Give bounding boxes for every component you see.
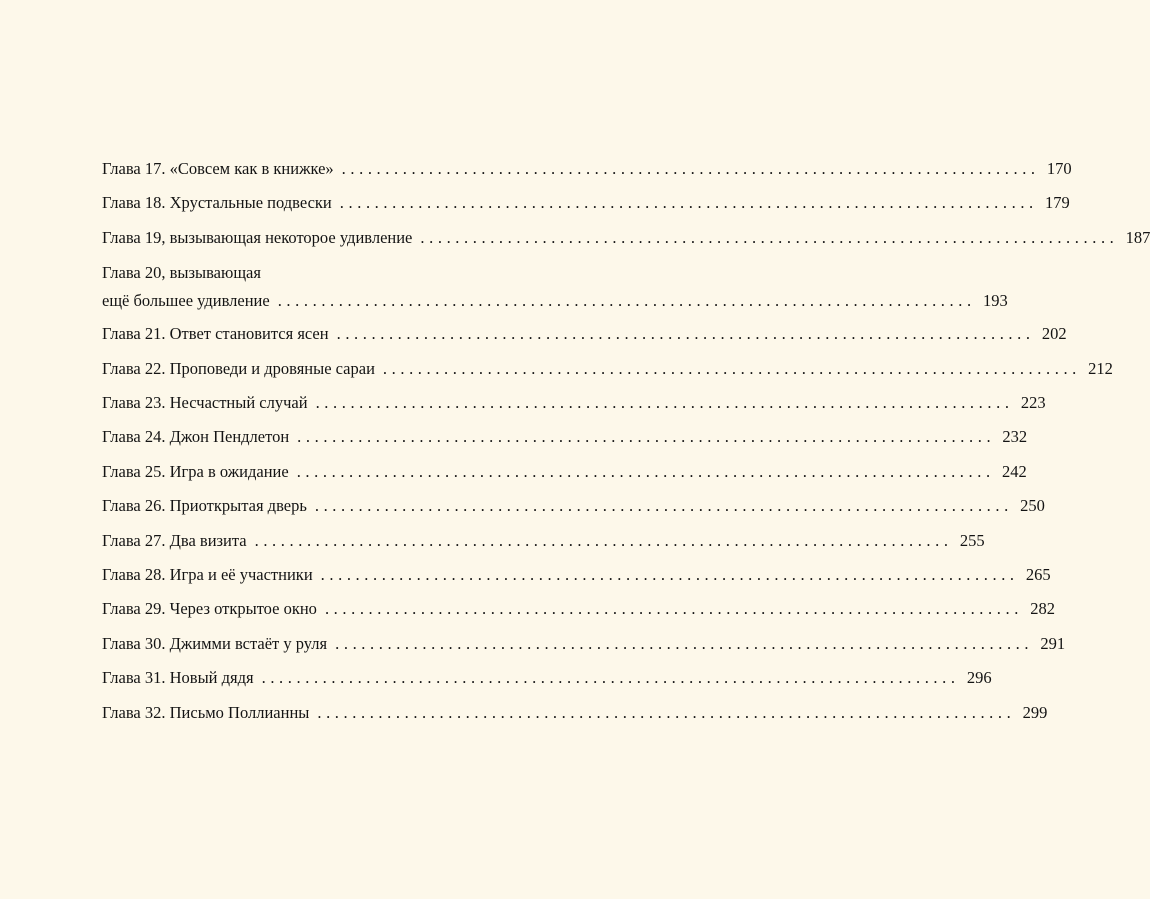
- page-number: 282: [1030, 599, 1055, 619]
- dot-leader: ................................................................................: [297, 427, 996, 447]
- chapter-title: Глава 28. Игра и её участники: [102, 565, 313, 585]
- toc-entry: [102, 627, 1066, 661]
- dot-leader: ................................................................................: [324, 599, 1023, 619]
- page-number: 250: [1020, 496, 1045, 516]
- chapter-title: Глава 19, вызывающая некоторое удивление: [102, 227, 413, 247]
- chapter-title: Глава 29. Через открытое окно: [102, 599, 317, 619]
- chapter-title: Глава 21. Ответ становится ясен: [102, 324, 329, 344]
- page-number: 255: [959, 530, 985, 550]
- toc-entry: [102, 558, 1051, 592]
- dot-leader: ................................................................................: [315, 393, 1014, 413]
- dot-leader: ................................................................................: [314, 496, 1013, 516]
- chapter-title: Глава 18. Хрустальные подвески: [102, 193, 332, 213]
- page-number: 296: [966, 668, 992, 688]
- toc-entry: [102, 455, 1027, 489]
- page-number: 212: [1088, 358, 1113, 378]
- toc-entry: [102, 661, 992, 695]
- page-number: 193: [982, 291, 1008, 311]
- chapter-title: Глава 25. Игра в ожидание: [102, 461, 289, 481]
- page-number: 179: [1045, 193, 1070, 213]
- page-number: 187: [1125, 227, 1150, 247]
- page-number: 242: [1001, 461, 1027, 481]
- page-number: 223: [1020, 393, 1046, 413]
- toc-entry: [102, 221, 1150, 255]
- page-number: 170: [1046, 159, 1072, 178]
- toc-entry: [102, 255, 1008, 317]
- toc-entry: [102, 317, 1067, 351]
- dot-leader: ................................................................................: [420, 227, 1119, 247]
- chapter-title: Глава 17. «Совсем как в книжке»: [102, 159, 334, 178]
- chapter-title: Глава 30. Джимми встаёт у руля: [102, 633, 328, 653]
- chapter-title: Глава 26. Приоткрытая дверь: [102, 496, 307, 516]
- chapter-title: Глава 32. Письмо Поллианны: [102, 702, 310, 722]
- dot-leader: ................................................................................: [341, 159, 1040, 178]
- dot-leader: ................................................................................: [335, 633, 1034, 653]
- dot-leader: ................................................................................: [261, 668, 960, 688]
- chapter-title: Глава 24. Джон Пендлетон: [102, 427, 290, 447]
- dot-leader: ................................................................................: [336, 324, 1035, 344]
- chapter-title: Глава 31. Новый дядя: [102, 668, 254, 688]
- dot-leader: ................................................................................: [339, 193, 1038, 213]
- toc-entry: [102, 386, 1046, 420]
- chapter-title-first-line: Глава 20, вызывающая: [102, 263, 261, 283]
- table-of-contents: [102, 152, 1150, 730]
- dot-leader: ................................................................................: [320, 565, 1019, 585]
- dot-leader: ................................................................................: [317, 702, 1016, 722]
- dot-leader: ................................................................................: [296, 461, 995, 481]
- dot-leader: ................................................................................: [254, 530, 953, 550]
- toc-entry: [102, 352, 1113, 386]
- page-number: 291: [1040, 633, 1066, 653]
- page-number: 265: [1025, 565, 1051, 585]
- page-number: 202: [1041, 324, 1067, 344]
- toc-entry: [102, 420, 1028, 454]
- dot-leader: ................................................................................: [277, 291, 976, 311]
- page-number: 299: [1022, 702, 1048, 722]
- dot-leader: ................................................................................: [382, 358, 1081, 378]
- toc-entry: [102, 152, 1072, 186]
- chapter-title: Глава 23. Несчастный случай: [102, 393, 308, 413]
- page-number: 232: [1002, 427, 1028, 447]
- toc-entry: [102, 186, 1070, 220]
- chapter-title: Глава 27. Два визита: [102, 530, 247, 550]
- chapter-title: ещё большее удивление: [102, 291, 270, 311]
- toc-entry: [102, 524, 985, 558]
- chapter-title: Глава 22. Проповеди и дровяные сараи: [102, 358, 375, 378]
- toc-entry: [102, 696, 1048, 730]
- toc-entry: [102, 489, 1045, 523]
- toc-entry: [102, 592, 1055, 626]
